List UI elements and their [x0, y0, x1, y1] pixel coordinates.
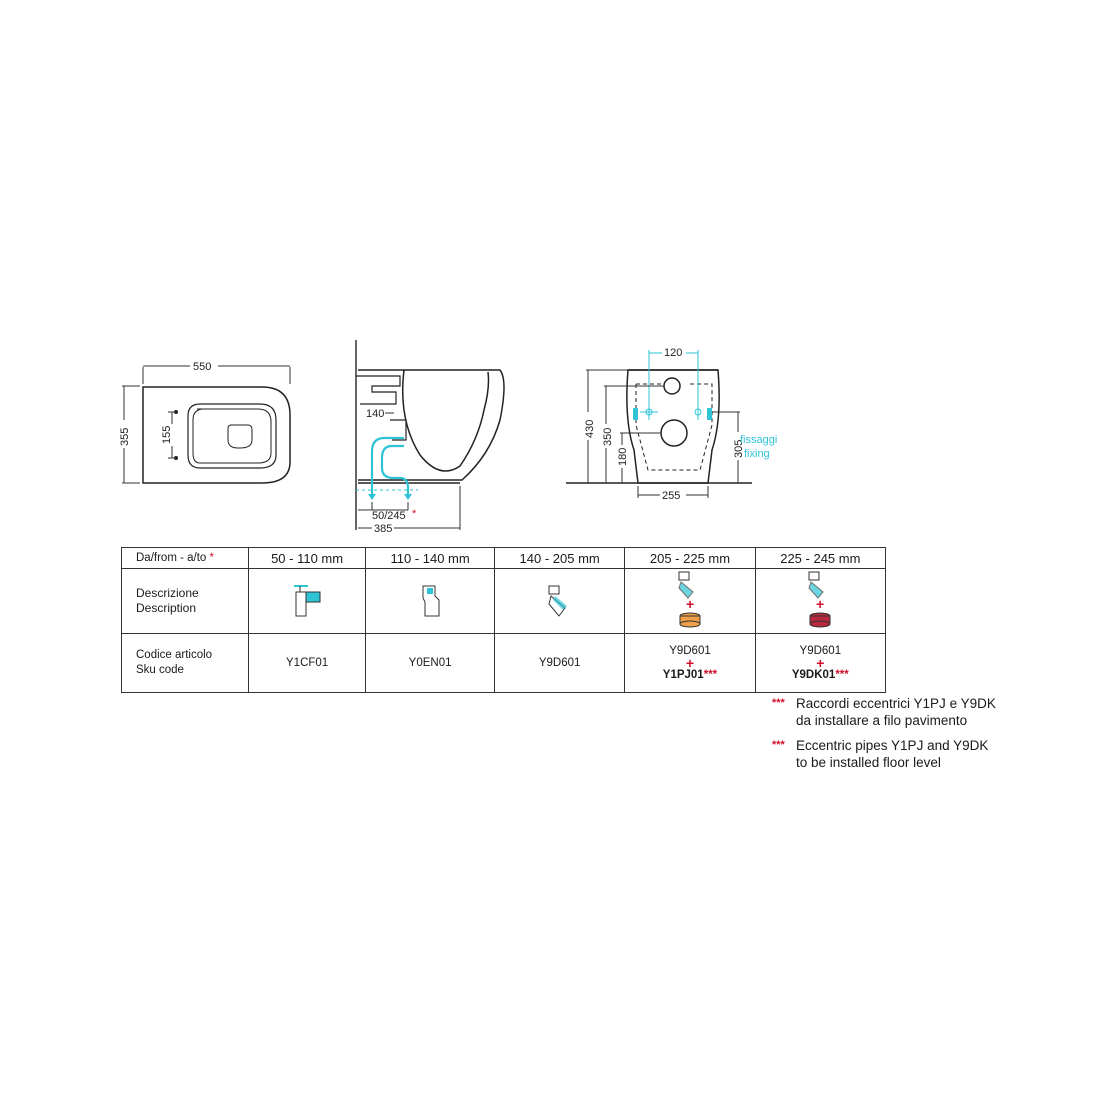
- dim-top-depth: 355: [119, 427, 131, 446]
- sku-header: Codice articolo Sku code: [122, 634, 249, 693]
- drain-pipe-max: [382, 446, 408, 494]
- svg-text:+: +: [816, 595, 825, 612]
- side-view: [356, 340, 504, 535]
- top-view: [119, 361, 290, 483]
- drain-hole: [228, 425, 252, 448]
- eccentric-combo-red-icon: [805, 570, 835, 630]
- table-row: [122, 548, 886, 569]
- range-cell: 140 - 205 mm: [494, 548, 624, 569]
- footnotes: [772, 695, 996, 779]
- bowl-inner: [403, 370, 489, 471]
- sku-combo-cell: Y9D601 + Y9DK01***: [755, 634, 885, 693]
- waste-outlet: [661, 420, 687, 446]
- svg-text:+: +: [685, 595, 695, 612]
- seat-rim: [188, 404, 276, 468]
- fitting-cell: [366, 569, 495, 634]
- fitting-cell: [755, 569, 885, 634]
- sku-cell: Y0EN01: [366, 634, 495, 693]
- footnote-en: *** Eccentric pipes Y1PJ and Y9DK to be installed floor level: [772, 738, 989, 770]
- fitting-cell: [494, 569, 624, 634]
- hidden-outline: [636, 384, 712, 470]
- sku-cell: Y1CF01: [249, 634, 366, 693]
- water-inlet: [664, 378, 680, 394]
- fitting-cell: [625, 569, 755, 634]
- dim-front-305: 305: [733, 439, 745, 458]
- range-cell: 225 - 245 mm: [755, 548, 885, 569]
- fixing-label-it: fissaggi: [740, 434, 778, 446]
- sku-cell: Y9D601: [494, 634, 624, 693]
- range-cell: 205 - 225 mm: [625, 548, 755, 569]
- angled-connector-icon: [545, 582, 575, 618]
- dim-side-140: 140: [366, 408, 385, 420]
- table-row: [122, 569, 886, 634]
- range-cell: 50 - 110 mm: [249, 548, 366, 569]
- dim-front-350: 350: [602, 427, 614, 446]
- dim-front-120: 120: [664, 347, 683, 359]
- description-header: Descrizione Description: [122, 569, 249, 634]
- range-cell: 110 - 140 mm: [366, 548, 495, 569]
- table-row: [122, 634, 886, 693]
- short-connector-icon: [415, 582, 445, 618]
- footnote-it: *** Raccordi eccentrici Y1PJ e Y9DK da installare a filo pavimento: [772, 696, 996, 728]
- dim-front-430: 430: [584, 419, 596, 438]
- dim-front-180: 180: [617, 447, 629, 466]
- dim-star: *: [412, 508, 417, 520]
- fixing-label-en: fixing: [744, 448, 770, 460]
- seat-inner: [193, 409, 271, 463]
- pan-front: [627, 370, 719, 483]
- front-view: [566, 347, 777, 502]
- sku-combo-cell: Y9D601 + Y1PJ01***: [625, 634, 755, 693]
- dim-side-385: 385: [374, 523, 393, 535]
- fitting-table: [121, 547, 886, 693]
- fitting-cell: [249, 569, 366, 634]
- dim-top-width: 550: [193, 361, 212, 373]
- eccentric-combo-orange-icon: [675, 570, 705, 630]
- dim-top-fixing: 155: [161, 425, 173, 444]
- straight-connector-icon: [290, 582, 324, 618]
- range-header: Da/from - a/to *: [122, 548, 249, 569]
- dim-front-255: 255: [662, 490, 681, 502]
- dim-side-50-245: 50/245: [372, 510, 406, 522]
